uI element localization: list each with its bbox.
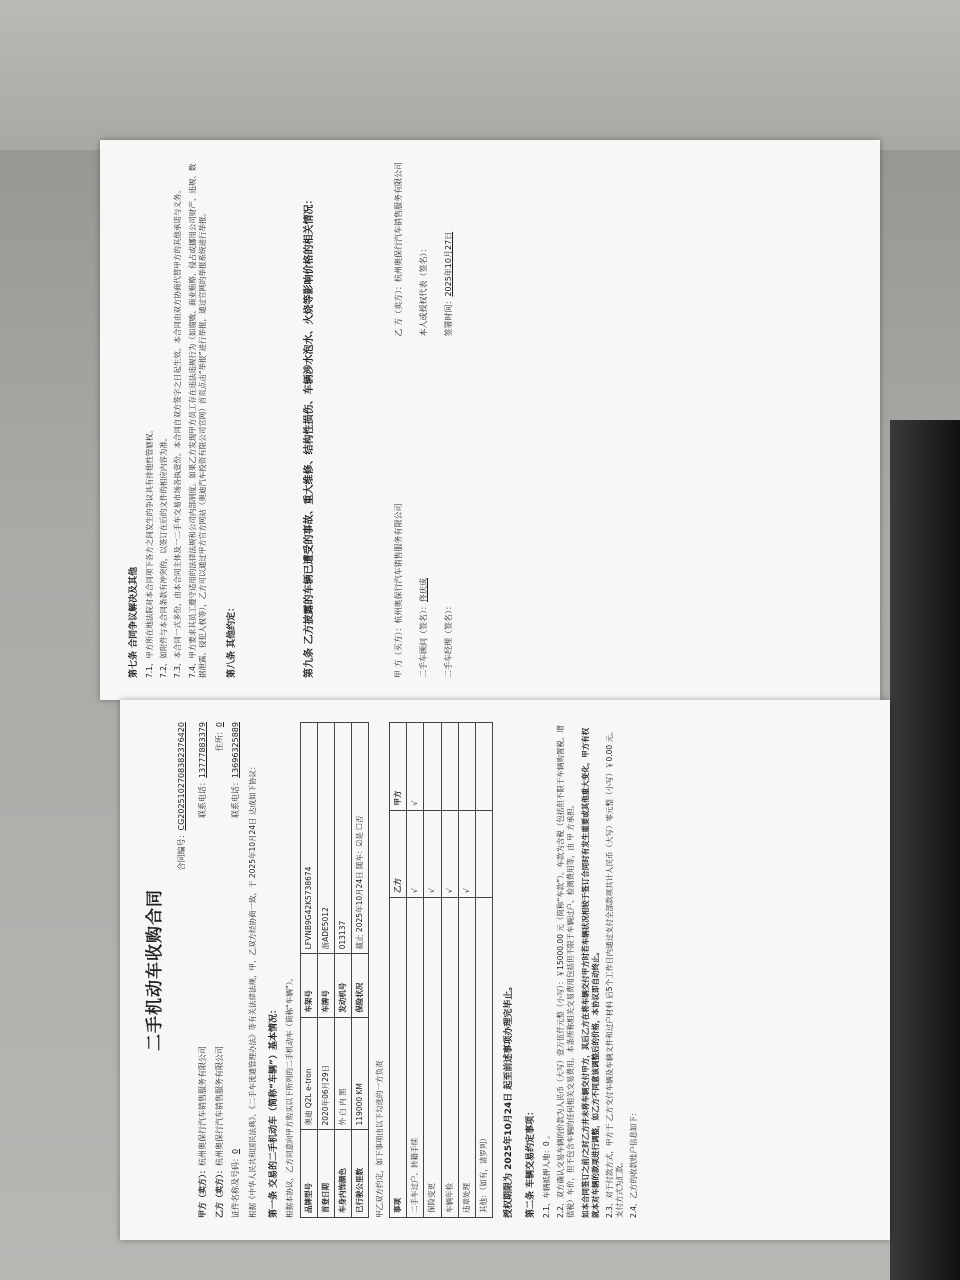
party-a-row: [198, 722, 209, 1218]
sig-b-rep-label: 本人或授权代表（签名）：: [419, 244, 429, 337]
table-cell: 车身内饰颜色: [334, 1130, 351, 1218]
table-row: [300, 723, 317, 1218]
article-1-title: 第一条 交易的二手机动车（简称“车辆”）基本情况：: [269, 1005, 280, 1218]
article-7-title: 第七条 合同争议解决及其他: [129, 566, 139, 678]
signature-party-b: [380, 162, 468, 337]
table-cell: 首登日期: [317, 1130, 334, 1218]
article-2-4: 2.4、乙方的收款账户信息如下：: [629, 1108, 639, 1218]
table-cell: 违章处理: [458, 898, 475, 1218]
signature-block: [380, 162, 468, 678]
table-cell: 013137: [334, 723, 351, 954]
preamble: 根据《中华人民共和国民法典》、《二手车流通管理办法》等有关法律法规，甲、乙双方经协商一致，于 2025年10月24日 达成如下协议：: [248, 762, 258, 1218]
table-cell: 浙ADE5012: [317, 723, 334, 954]
article-2-2: 2.2、双方确认交易车辆的价款为人民币（大写）壹万伍仟元整（小写）：￥15000.00 元（简称“车款”）。车款为含税（包括但不限于车辆购置税、增值税）车价，但不包含车辆的任何相关交易费用。本条所称相关交易费用包括但不限于车辆过户、检测费用等，由 甲 方承担。: [556, 725, 576, 1218]
table-cell: 二手车过户、转籍手续: [407, 898, 424, 1218]
table-cell: 车牌号: [317, 954, 334, 1017]
responsibility-table: [389, 722, 493, 1218]
table-header: 甲方: [390, 723, 407, 811]
vehicle-info-table: [300, 722, 370, 1218]
party-b-address-label: 住所：: [214, 727, 224, 752]
party-b-name: 杭州奥保行汽车销售服务有限公司: [214, 1046, 224, 1166]
table-cell: √: [441, 810, 458, 898]
party-b-address: 0: [214, 722, 224, 728]
sig-b-label: 乙 方（卖方）：: [394, 282, 404, 337]
sig-b-date: 2025年10月27日: [444, 231, 453, 297]
table-cell: 车架号: [300, 954, 317, 1017]
article-7-item: 7.4、甲方要求其员工遵守适用的法律法规和公司内部制度。如果乙方发现甲方员工存在违法违规行为（如腐败、商业贿赂、侵占或挪用公司财产、违规、数据泄露、侵犯人权等），乙方可以通过甲方官方网站（奥迪汽车投资有限公司官网）首页点击“举报”进行举报，通过官网的举报系统进行举报。: [187, 163, 207, 678]
contract-number-value: CG20251027083823764​20: [176, 722, 186, 831]
table-row: [351, 723, 368, 1218]
article-2-1: 2.1、车辆抵押人地：0 。: [542, 1131, 552, 1218]
sig-a-advisor-label: 二手车顾问（签名）：: [419, 602, 429, 678]
table-cell: 已行驶公里数: [351, 1130, 368, 1218]
table-cell: LFVNB9G42K5738674: [300, 723, 317, 954]
table-cell: √: [407, 810, 424, 898]
table-cell: 2020年06月29日: [317, 1017, 334, 1130]
table-cell: 保险状况: [351, 954, 368, 1017]
table-cell: 119000 KM: [351, 1017, 368, 1130]
contract-page-1: [120, 700, 890, 1240]
article-8-title: 第八条 其他约定：: [226, 602, 237, 678]
authorization-deadline: 授权期限为 2025年10月24日 起至前述事项办理完毕止。: [503, 981, 514, 1218]
party-a-phone-label: 联系电话：: [197, 778, 207, 818]
table-cell: 奥迪 Q2L e-tron: [300, 1017, 317, 1130]
table-cell: √: [458, 810, 475, 898]
table-row: [407, 723, 424, 1218]
sig-a-manager-label: 二手车经理（签名）：: [444, 602, 453, 678]
sig-b-date-label: 签署时间：: [444, 296, 453, 337]
table-row: [475, 723, 492, 1218]
contract-title: 二手机动车收购合同: [145, 889, 165, 1051]
table-header-row: [390, 723, 407, 1218]
sig-a-label: 甲 方（买方）：: [394, 623, 404, 678]
id-value: 0: [231, 1148, 241, 1154]
table-cell: [458, 723, 475, 811]
contract-number-label: 合同编号：: [176, 830, 186, 871]
table-cell: 外 白 内 黑: [334, 1017, 351, 1130]
article-7-item: 7.1、甲方所在地法院对本合同项下各方之间发生的争议具有排他性管辖权。: [145, 426, 155, 678]
article-2-note: 如本合同签订之前/之时乙方并未将车辆交付甲方，其后乙方在将车辆交付甲方时若车辆状况相较于签订合同时有发生重要或其他重大变化，甲方有权就本对车辆的款项进行调整，如乙方不同意该调整后的价格，本协议即自动终止。: [580, 727, 600, 1218]
table-cell: 车辆年检: [441, 898, 458, 1218]
contact-value: 13696325889: [231, 722, 241, 778]
table-cell: 截止 2025年10月24日 随车：☑是 ☐否: [351, 723, 368, 954]
table-cell: [441, 723, 458, 811]
table-cell: 发动机号: [334, 954, 351, 1017]
table-cell: [424, 723, 441, 811]
sig-b-name: 杭州奥保行汽车销售服务有限公司: [394, 162, 404, 282]
signature-party-a: [380, 503, 468, 678]
table-cell: √: [424, 810, 441, 898]
table-cell: [475, 723, 492, 811]
contact-label: 联系电话：: [231, 778, 241, 818]
table-cell: √: [407, 723, 424, 811]
article-7-item: 7.2、如附件与本合同条款有冲突的，以签订在后的文件的相应内容为准。: [159, 433, 169, 678]
party-a-phone: 13777883379: [197, 722, 207, 778]
table-row: [317, 723, 334, 1218]
sig-a-name: 杭州奥保行汽车销售服务有限公司: [394, 503, 404, 624]
article-1-intro: 根据本协议，乙方同意向甲方购买以下所列的二手机动车（简称“车辆”）。: [285, 973, 295, 1218]
party-a-name: 杭州奥保行汽车销售服务有限公司: [197, 1046, 207, 1166]
party-a-label: 甲方（卖方）：: [197, 1166, 207, 1218]
id-row: [231, 722, 242, 1218]
table-row: [334, 723, 351, 1218]
article-7-item: 7.3、本合同一式多份，由本合同主体及一二手车交易市场各执壹份。本合同自双方签字之日起生效。本合同由双方协商代替甲方的其他承诺与义务。: [173, 186, 183, 678]
background-top: [0, 0, 960, 150]
background-dark-object: [890, 420, 960, 1280]
article-9-title: 第九条 乙方披露的车辆已遭受的事故、重大维修、结构性损伤、车辆涉水泡水、火烧等影响价格的相关情况：: [303, 194, 315, 678]
id-label: 证件名称及号码：: [231, 1154, 241, 1218]
table-cell: 保险变更: [424, 898, 441, 1218]
party-b-label: 乙方（卖方）：: [214, 1166, 224, 1218]
table-row: [458, 723, 475, 1218]
contract-number: [177, 722, 188, 1218]
table-header: 事项: [390, 898, 407, 1218]
sig-a-advisor: 佟庆成: [419, 578, 429, 602]
article-2-title: 第二条 车辆交易约定事项：: [526, 1106, 537, 1218]
table-header: 乙方: [390, 810, 407, 898]
table-cell: 品牌型号: [300, 1130, 317, 1218]
table-row: [441, 723, 458, 1218]
contract-page-2: [100, 140, 880, 700]
table-cell: [475, 810, 492, 898]
responsibility-intro: 甲乙双方约定，如下事项由以下勾选的一方负责: [375, 1060, 385, 1218]
table-row: [424, 723, 441, 1218]
article-2-3: 2.3、对于付款方式，甲方于 乙方交付车辆及车辆文件和过户材料 后5个工作日内通过支付全部款项共计人民币（大写）零元整（小写）￥0.00 元。支付方式为汇款。: [604, 727, 624, 1218]
table-cell: 其他：（如有，请罗列）: [475, 898, 492, 1218]
party-b-row: [215, 722, 226, 1218]
